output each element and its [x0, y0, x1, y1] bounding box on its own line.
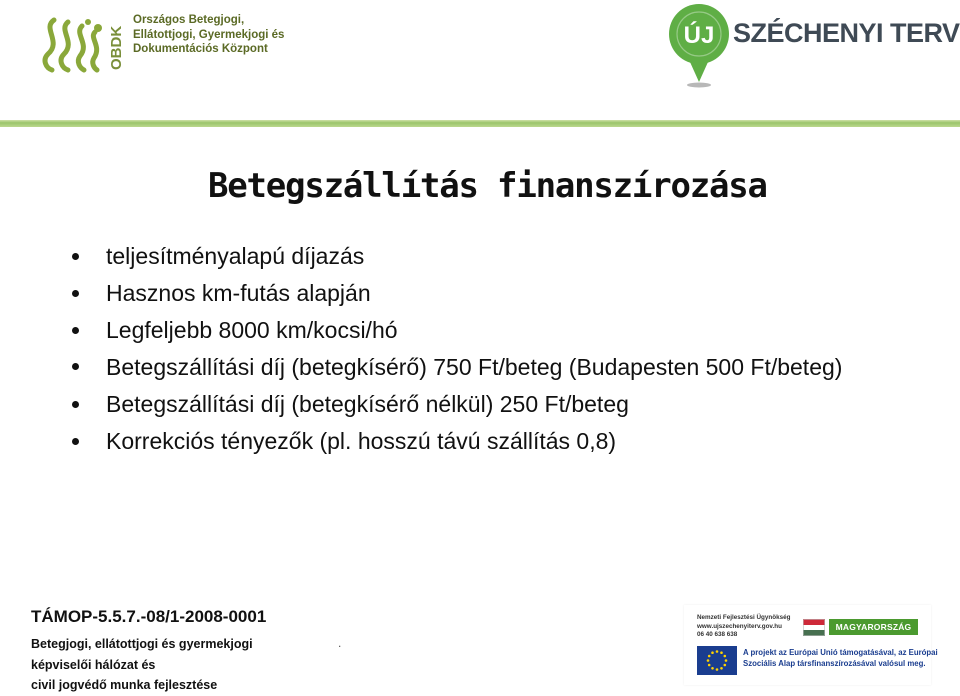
obdk-logo-text [133, 13, 303, 57]
list-item [72, 423, 932, 460]
list-item [72, 386, 932, 423]
magyarorszag-megujul-badge: MAGYARORSZÁG MEGÚJUL [829, 619, 918, 635]
szt-badge-text: ÚJ [683, 22, 715, 49]
obdk-line-2: Ellátottjogi, Gyermekjogi és [133, 28, 285, 41]
obdk-vertical-text: OBDK [108, 25, 125, 70]
bullet-icon [72, 401, 79, 408]
bullet-text: Betegszállítási díj (betegkísérő nélkül) 250 Ft/beteg [106, 391, 629, 417]
project-description [31, 634, 253, 696]
project-line-3: civil jogvédő munka fejlesztése [31, 678, 218, 692]
bullet-icon [72, 363, 79, 370]
eu-line-1: A projekt az Európai Unió támogatásával, az Európai [743, 648, 938, 657]
obdk-vertical-mark [108, 12, 126, 72]
bullet-text: Betegszállítási díj (betegkísérő) 750 Ft/beteg (Budapesten 500 Ft/beteg) [106, 354, 843, 380]
szechenyi-terv-pin-icon [668, 4, 730, 88]
header-divider [0, 120, 960, 127]
nfu-line-3: 06 40 638 638 [697, 631, 738, 638]
project-line-2: képviselői hálózat és [31, 657, 156, 672]
bullet-icon [72, 253, 79, 260]
list-item [72, 275, 932, 312]
list-item [72, 312, 932, 349]
nfu-line-2: www.ujszechenyiterv.gov.hu [697, 622, 782, 630]
bullet-icon [72, 290, 79, 297]
bullet-icon [72, 327, 79, 334]
footer-separator: . [338, 636, 342, 650]
bullet-text: teljesítményalapú díjazás [106, 243, 365, 269]
bullet-list [72, 238, 932, 460]
hungary-flag-icon [803, 619, 825, 636]
obdk-line-1: Országos Betegjogi, [133, 14, 245, 26]
bullet-text: Hasznos km-futás alapján [106, 280, 371, 306]
list-item [72, 238, 932, 275]
eu-line-2: Szociális Alap társfinanszírozásával valósul meg. [743, 658, 926, 668]
szechenyi-terv-name: SZÉCHENYI TERV [733, 18, 960, 48]
bullet-text: Korrekciós tényezők (pl. hosszú távú szállítás 0,8) [106, 428, 617, 454]
project-line-1: Betegjogi, ellátottjogi és gyermekjogi [31, 637, 253, 651]
page-title: Betegszállítás finanszírozása [208, 166, 767, 206]
obdk-line-3: Dokumentációs Központ [133, 43, 268, 55]
project-code: TÁMOP-5.5.7.-08/1-2008-0001 [31, 607, 267, 626]
eu-flag-icon [697, 646, 737, 675]
eu-funding-note [743, 648, 938, 669]
bullet-icon [72, 438, 79, 445]
list-item [72, 349, 932, 386]
nfu-contact [697, 614, 790, 640]
nfu-line-1: Nemzeti Fejlesztési Ügynökség [697, 614, 791, 621]
bullet-text: Legfeljebb 8000 km/kocsi/hó [106, 317, 398, 343]
